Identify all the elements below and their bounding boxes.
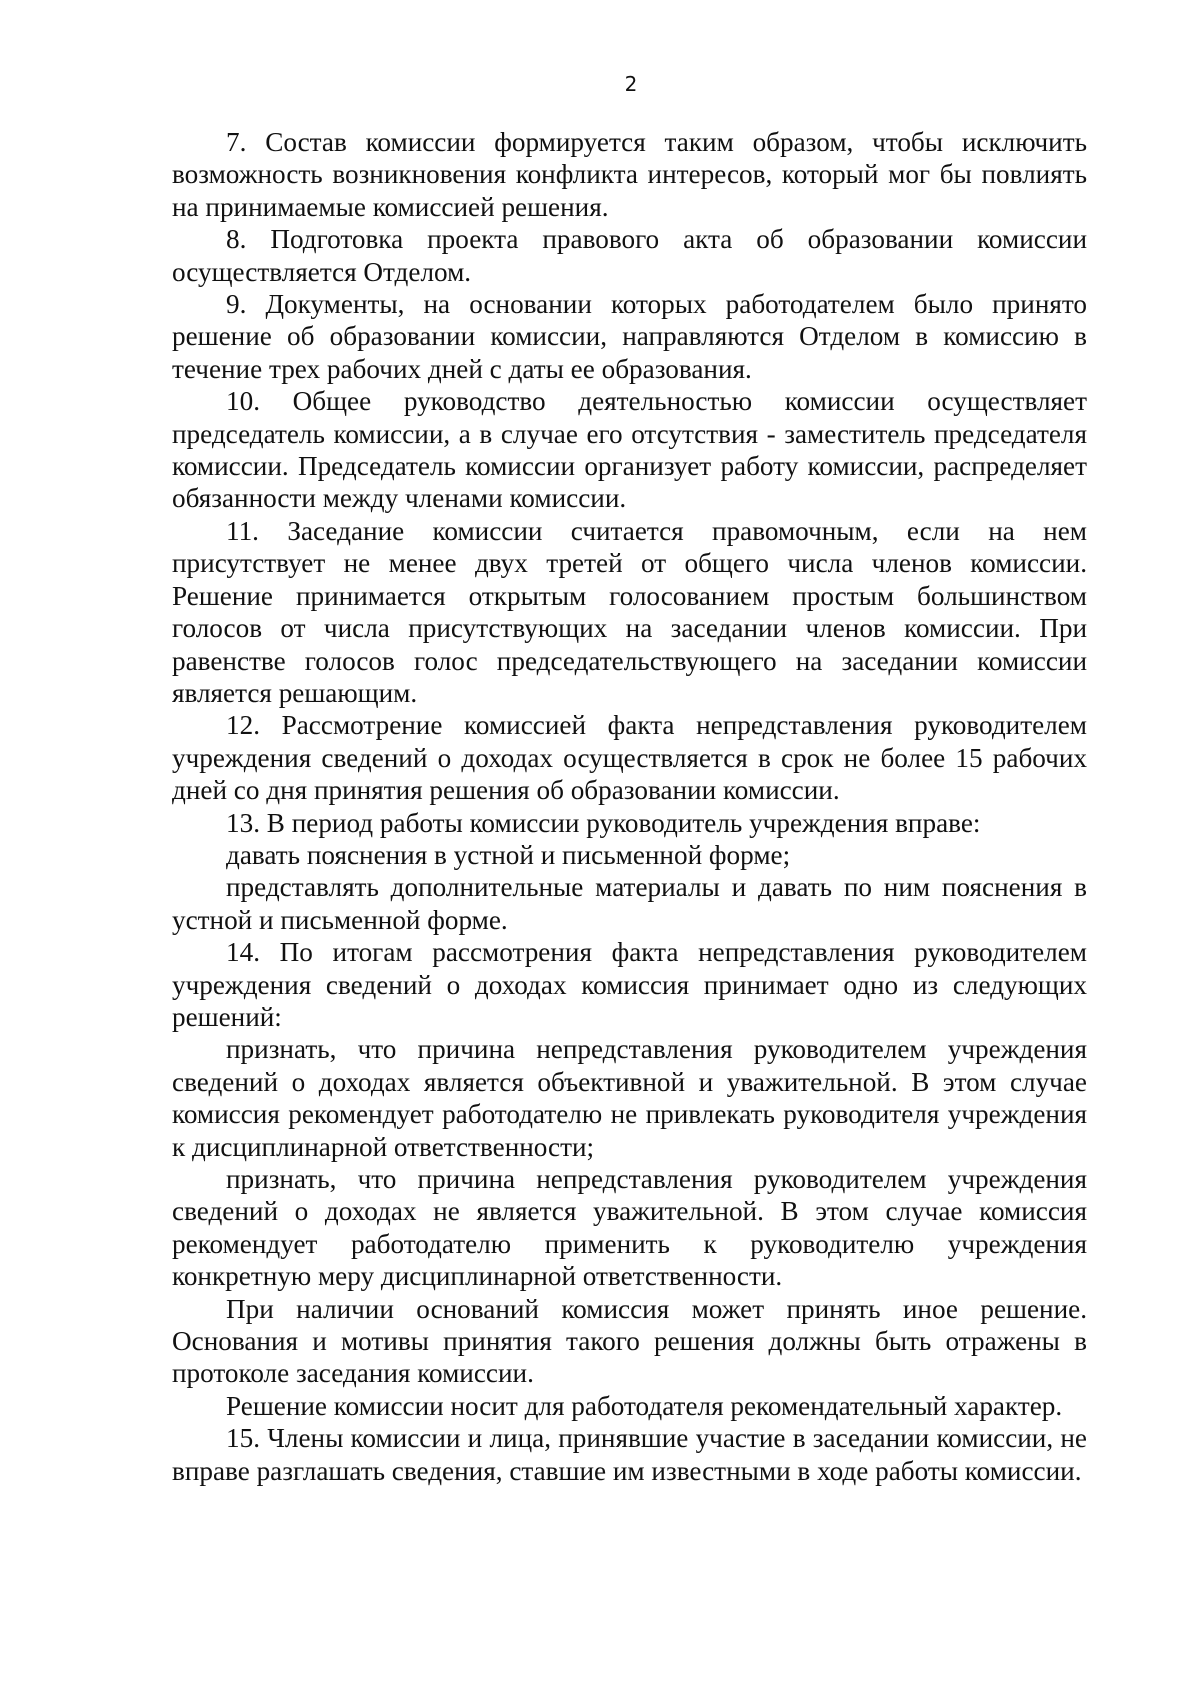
paragraph-9: 9. Документы, на основании которых работодателем было принято решение об образовании комиссии, направляются Отделом в комиссию в течение трех рабочих дней с даты ее образования.: [172, 289, 1087, 384]
document-body: [172, 126, 1087, 1487]
paragraph-13-item-1: давать пояснения в устной и письменной форме;: [226, 839, 791, 870]
paragraph-13: 13. В период работы комиссии руководитель учреждения вправе:: [226, 807, 981, 838]
paragraph-14-recommendation: Решение комиссии носит для работодателя рекомендательный характер.: [226, 1390, 1063, 1421]
paragraph-11: 11. Заседание комиссии считается правомочным, если на нем присутствует не менее двух третей от общего числа членов комиссии. Решение принимается открытым голосованием простым большинством голосов от числа присутствующих на заседании членов комиссии. При равенстве голосов голос председательствующего на заседании комиссии является решающим.: [172, 515, 1087, 708]
paragraph-8: 8. Подготовка проекта правового акта об образовании комиссии осуществляется Отделом.: [172, 224, 1087, 287]
paragraph-13-item-2: представлять дополнительные материалы и давать по ним пояснения в устной и письменной форме.: [172, 872, 1087, 935]
paragraph-12: 12. Рассмотрение комиссией факта непредставления руководителем учреждения сведений о доходах осуществляется в срок не более 15 рабочих дней со дня принятия решения об образовании комиссии.: [172, 710, 1087, 806]
paragraph-14-option-2: признать, что причина непредставления руководителем учреждения сведений о доходах не является уважительной. В этом случае комиссия рекомендует работодателю применить к руководителю учреждения конкретную меру дисциплинарной ответственности.: [172, 1164, 1087, 1292]
paragraph-7: 7. Состав комиссии формируется таким образом, чтобы исключить возможность возникновения конфликта интересов, который мог бы повлиять на принимаемые комиссией решения.: [172, 127, 1087, 222]
paragraph-10: 10. Общее руководство деятельностью комиссии осуществляет председатель комиссии, а в случае его отсутствия - заместитель председателя комиссии. Председатель комиссии организует работу комиссии, распределяет обязанности между членами комиссии.: [172, 386, 1087, 514]
paragraph-15: 15. Члены комиссии и лица, принявшие участие в заседании комиссии, не вправе разглашать сведения, ставшие им известными в ходе работы комиссии.: [172, 1423, 1087, 1486]
paragraph-14: 14. По итогам рассмотрения факта непредставления руководителем учреждения сведений о доходах комиссия принимает одно из следующих решений:: [172, 937, 1087, 1032]
paragraph-14-other-decision: При наличии оснований комиссия может принять иное решение. Основания и мотивы принятия такого решения должны быть отражены в протоколе заседания комиссии.: [172, 1293, 1087, 1389]
paragraph-14-option-1: признать, что причина непредставления руководителем учреждения сведений о доходах является объективной и уважительной. В этом случае комиссия рекомендует работодателю не привлекать руководителя учреждения к дисциплинарной ответственности;: [172, 1034, 1087, 1162]
page-number: 2: [624, 72, 638, 96]
